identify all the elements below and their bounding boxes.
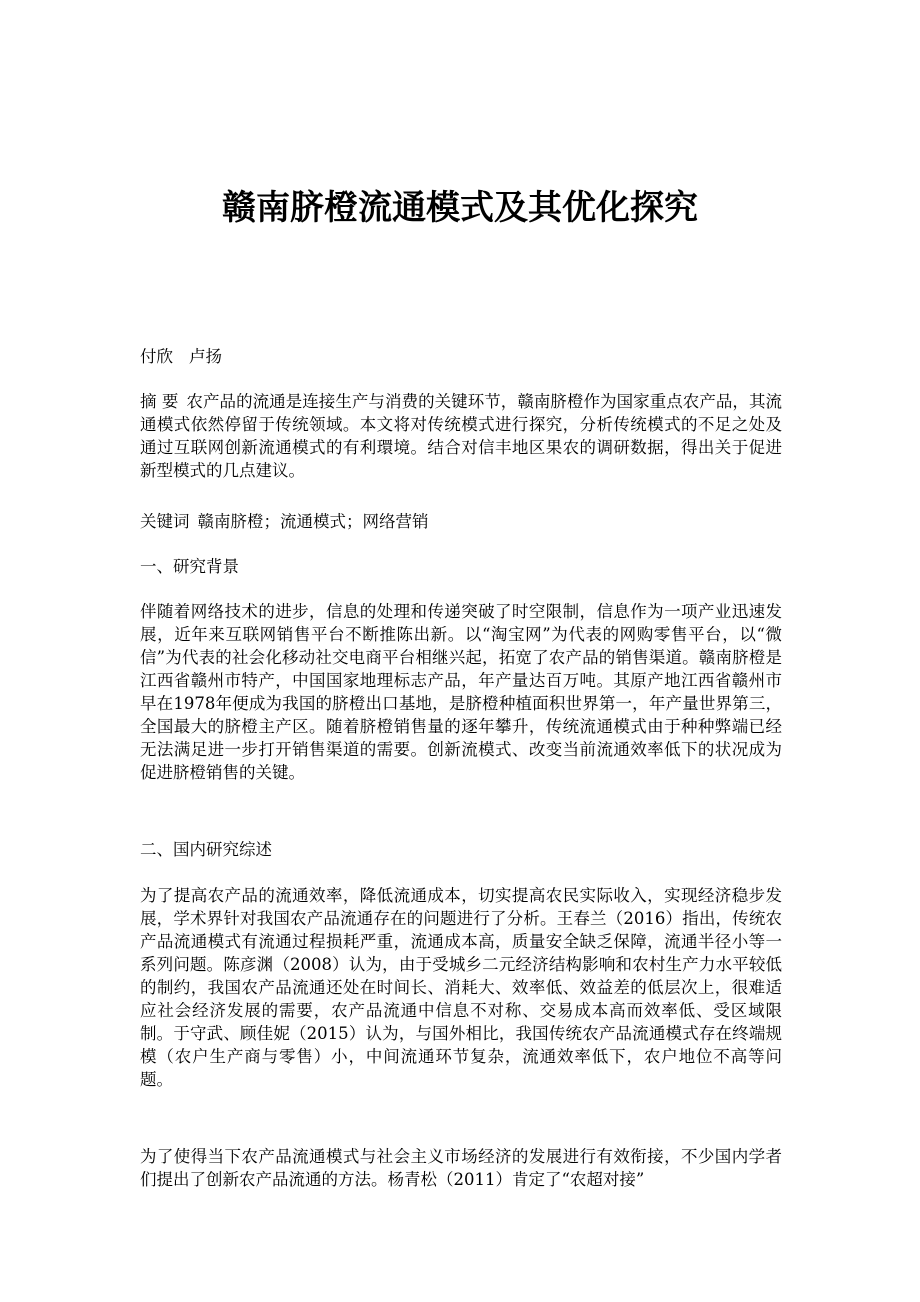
keywords-label: 关键词	[140, 512, 190, 531]
author-name: 付欣	[140, 347, 173, 366]
paragraph: 为了提高农产品的流通效率，降低流通成本，切实提高农民实际收入，实现经济稳步发展，学术界针对我国农产品流通存在的问题进行了分析。王春兰（2016）指出，传统农产品流通模式有流通过程损耗严重，流通成本高，质量安全缺乏保障，流通半径小等一系列问题。陈彦渊（2008）认为，由于受城乡二元经济结构影响和农村生产力水平较低的制约，我国农产品流通还处在时间长、消耗大、效率低、效益差的低层次上，很难适应社会经济发展的需要，农产品流通中信息不对称、交易成本高而效率低、受区域限制。于守武、顾佳妮（2015）认为，与国外相比，我国传统农产品流通模式存在终端规模（农户生产商与零售）小，中间流通环节复杂，流通效率低下，农户地位不高等问题。	[140, 886, 782, 1089]
keywords-text: 赣南脐橙；流通模式；网络营销	[197, 512, 429, 531]
document-title: 赣南脐橙流通模式及其优化探究	[222, 188, 698, 228]
section-heading: 二、国内研究综述	[140, 840, 272, 859]
abstract	[140, 390, 782, 482]
abstract-text: 农产品的流通是连接生产与消费的关键环节，赣南脐橙作为国家重点农产品，其流通模式依然停留于传统领域。本文将对传统模式进行探究，分析传统模式的不足之处及通过互联网创新流通模式的有利環境。结合对信丰地区果农的调研数据，得出关于促进新型模式的几点建议。	[140, 392, 783, 480]
paragraph: 伴随着网络技术的进步，信息的处理和传递突破了时空限制，信息作为一项产业迅速发展，近年来互联网销售平台不断推陈出新。以“淘宝网”为代表的网购零售平台，以“微信”为代表的社会化移动社交电商平台相继兴起，拓宽了农产品的销售渠道。赣南脐橙是江西省赣州市特产，中国国家地理标志产品，年产量达百万吨。其原产地江西省赣州市早在1978年便成为我国的脐橙出口基地，是脐橙种植面积世界第一，年产量世界第三，全国最大的脐橙主产区。随着脐橙销售量的逐年攀升，传统流通模式由于种种弊端已经无法满足进一步打开销售渠道的需要。创新流模式、改变当前流通效率低下的状况成为促进脐橙销售的关键。	[140, 602, 782, 782]
paragraph: 为了使得当下农产品流通模式与社会主义市场经济的发展进行有效衔接，不少国内学者们提出了创新农产品流通的方法。杨青松（2011）肯定了“农超对接”	[140, 1147, 782, 1189]
author-name: 卢扬	[189, 347, 222, 366]
keywords	[140, 510, 782, 533]
section-heading: 一、研究背景	[140, 557, 239, 576]
author-line	[140, 345, 782, 368]
abstract-label: 摘 要	[140, 392, 179, 411]
